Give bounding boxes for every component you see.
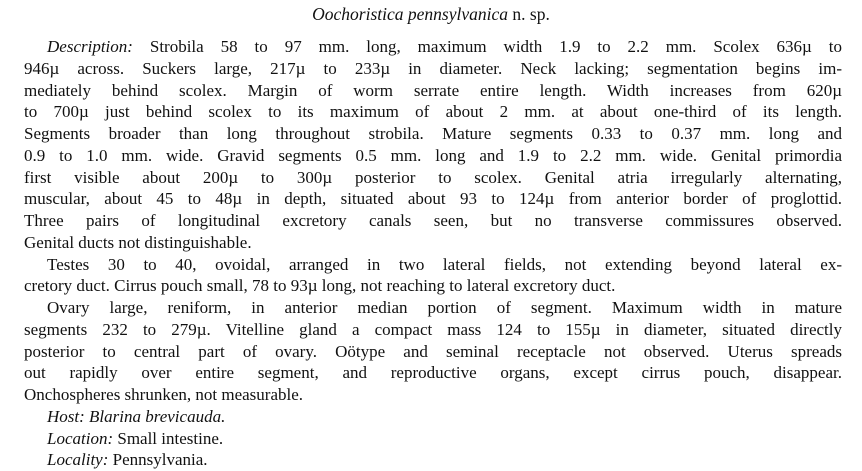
locality-line — [24, 449, 842, 471]
host-value: Blarina brevicauda. — [89, 406, 226, 426]
host-line — [24, 406, 842, 428]
text-line: first visible about 200µ to 300µ posterior to scolex. Genital atria irregularly alternating, — [24, 167, 842, 187]
text-line: Testes 30 to 40, ovoidal, arranged in two lateral fields, not extending beyond lateral ex- — [47, 254, 842, 274]
location-label: Location: — [47, 428, 114, 448]
species-suffix: n. sp. — [508, 4, 550, 24]
text-line: posterior to central part of ovary. Oötype and seminal receptacle not observed. Uterus spreads — [24, 341, 842, 361]
text-line: 946µ across. Suckers large, 217µ to 233µ in diameter. Neck lacking; segmentation begins im- — [24, 58, 842, 78]
text-line: cretory duct. Cirrus pouch small, 78 to 93µ long, not reaching to lateral excretory duct. — [24, 276, 616, 296]
text-line: segments 232 to 279µ. Vitelline gland a compact mass 124 to 155µ in diameter, situated directly — [24, 319, 842, 339]
description-label: Description: — [47, 37, 133, 56]
host-label: Host: — [47, 406, 85, 426]
text-line: mediately behind scolex. Margin of worm serrate entire length. Width increases from 620µ — [24, 80, 842, 100]
text-line: Ovary large, reniform, in anterior median portion of segment. Maximum width in mature — [47, 298, 842, 317]
text-line: Segments broader than long throughout strobila. Mature segments 0.33 to 0.37 mm. long and — [24, 124, 842, 143]
species-name: Oochoristica pennsylvanica — [312, 4, 509, 24]
text-line: Three pairs of longitudinal excretory canals seen, but no transverse commissures observed. — [24, 211, 842, 230]
species-heading — [0, 4, 862, 25]
location-value: Small intestine. — [113, 428, 224, 448]
species-description — [24, 36, 842, 471]
location-line — [24, 428, 842, 450]
text-span: Strobila 58 to 97 mm. long, maximum width 1.9 to 2.2 mm. Scolex 636µ to — [132, 37, 842, 56]
locality-label: Locality: — [47, 450, 109, 470]
locality-value: Pennsylvania. — [108, 450, 208, 470]
text-line: Genital ducts not distinguishable. — [24, 232, 252, 252]
text-line: muscular, about 45 to 48µ in depth, situated about 93 to 124µ from anterior border of proglottid. — [24, 189, 842, 209]
text-line: 0.9 to 1.0 mm. wide. Gravid segments 0.5 mm. long and 1.9 to 2.2 mm. wide. Genital primordia — [24, 145, 842, 165]
text-line: Onchospheres shrunken, not measurable. — [24, 385, 304, 404]
text-line — [24, 36, 842, 58]
text-line: to 700µ just behind scolex to its maximum of about 2 mm. at about one-third of its length. — [24, 102, 842, 122]
text-line: out rapidly over entire segment, and reproductive organs, except cirrus pouch, disappear. — [24, 363, 842, 383]
